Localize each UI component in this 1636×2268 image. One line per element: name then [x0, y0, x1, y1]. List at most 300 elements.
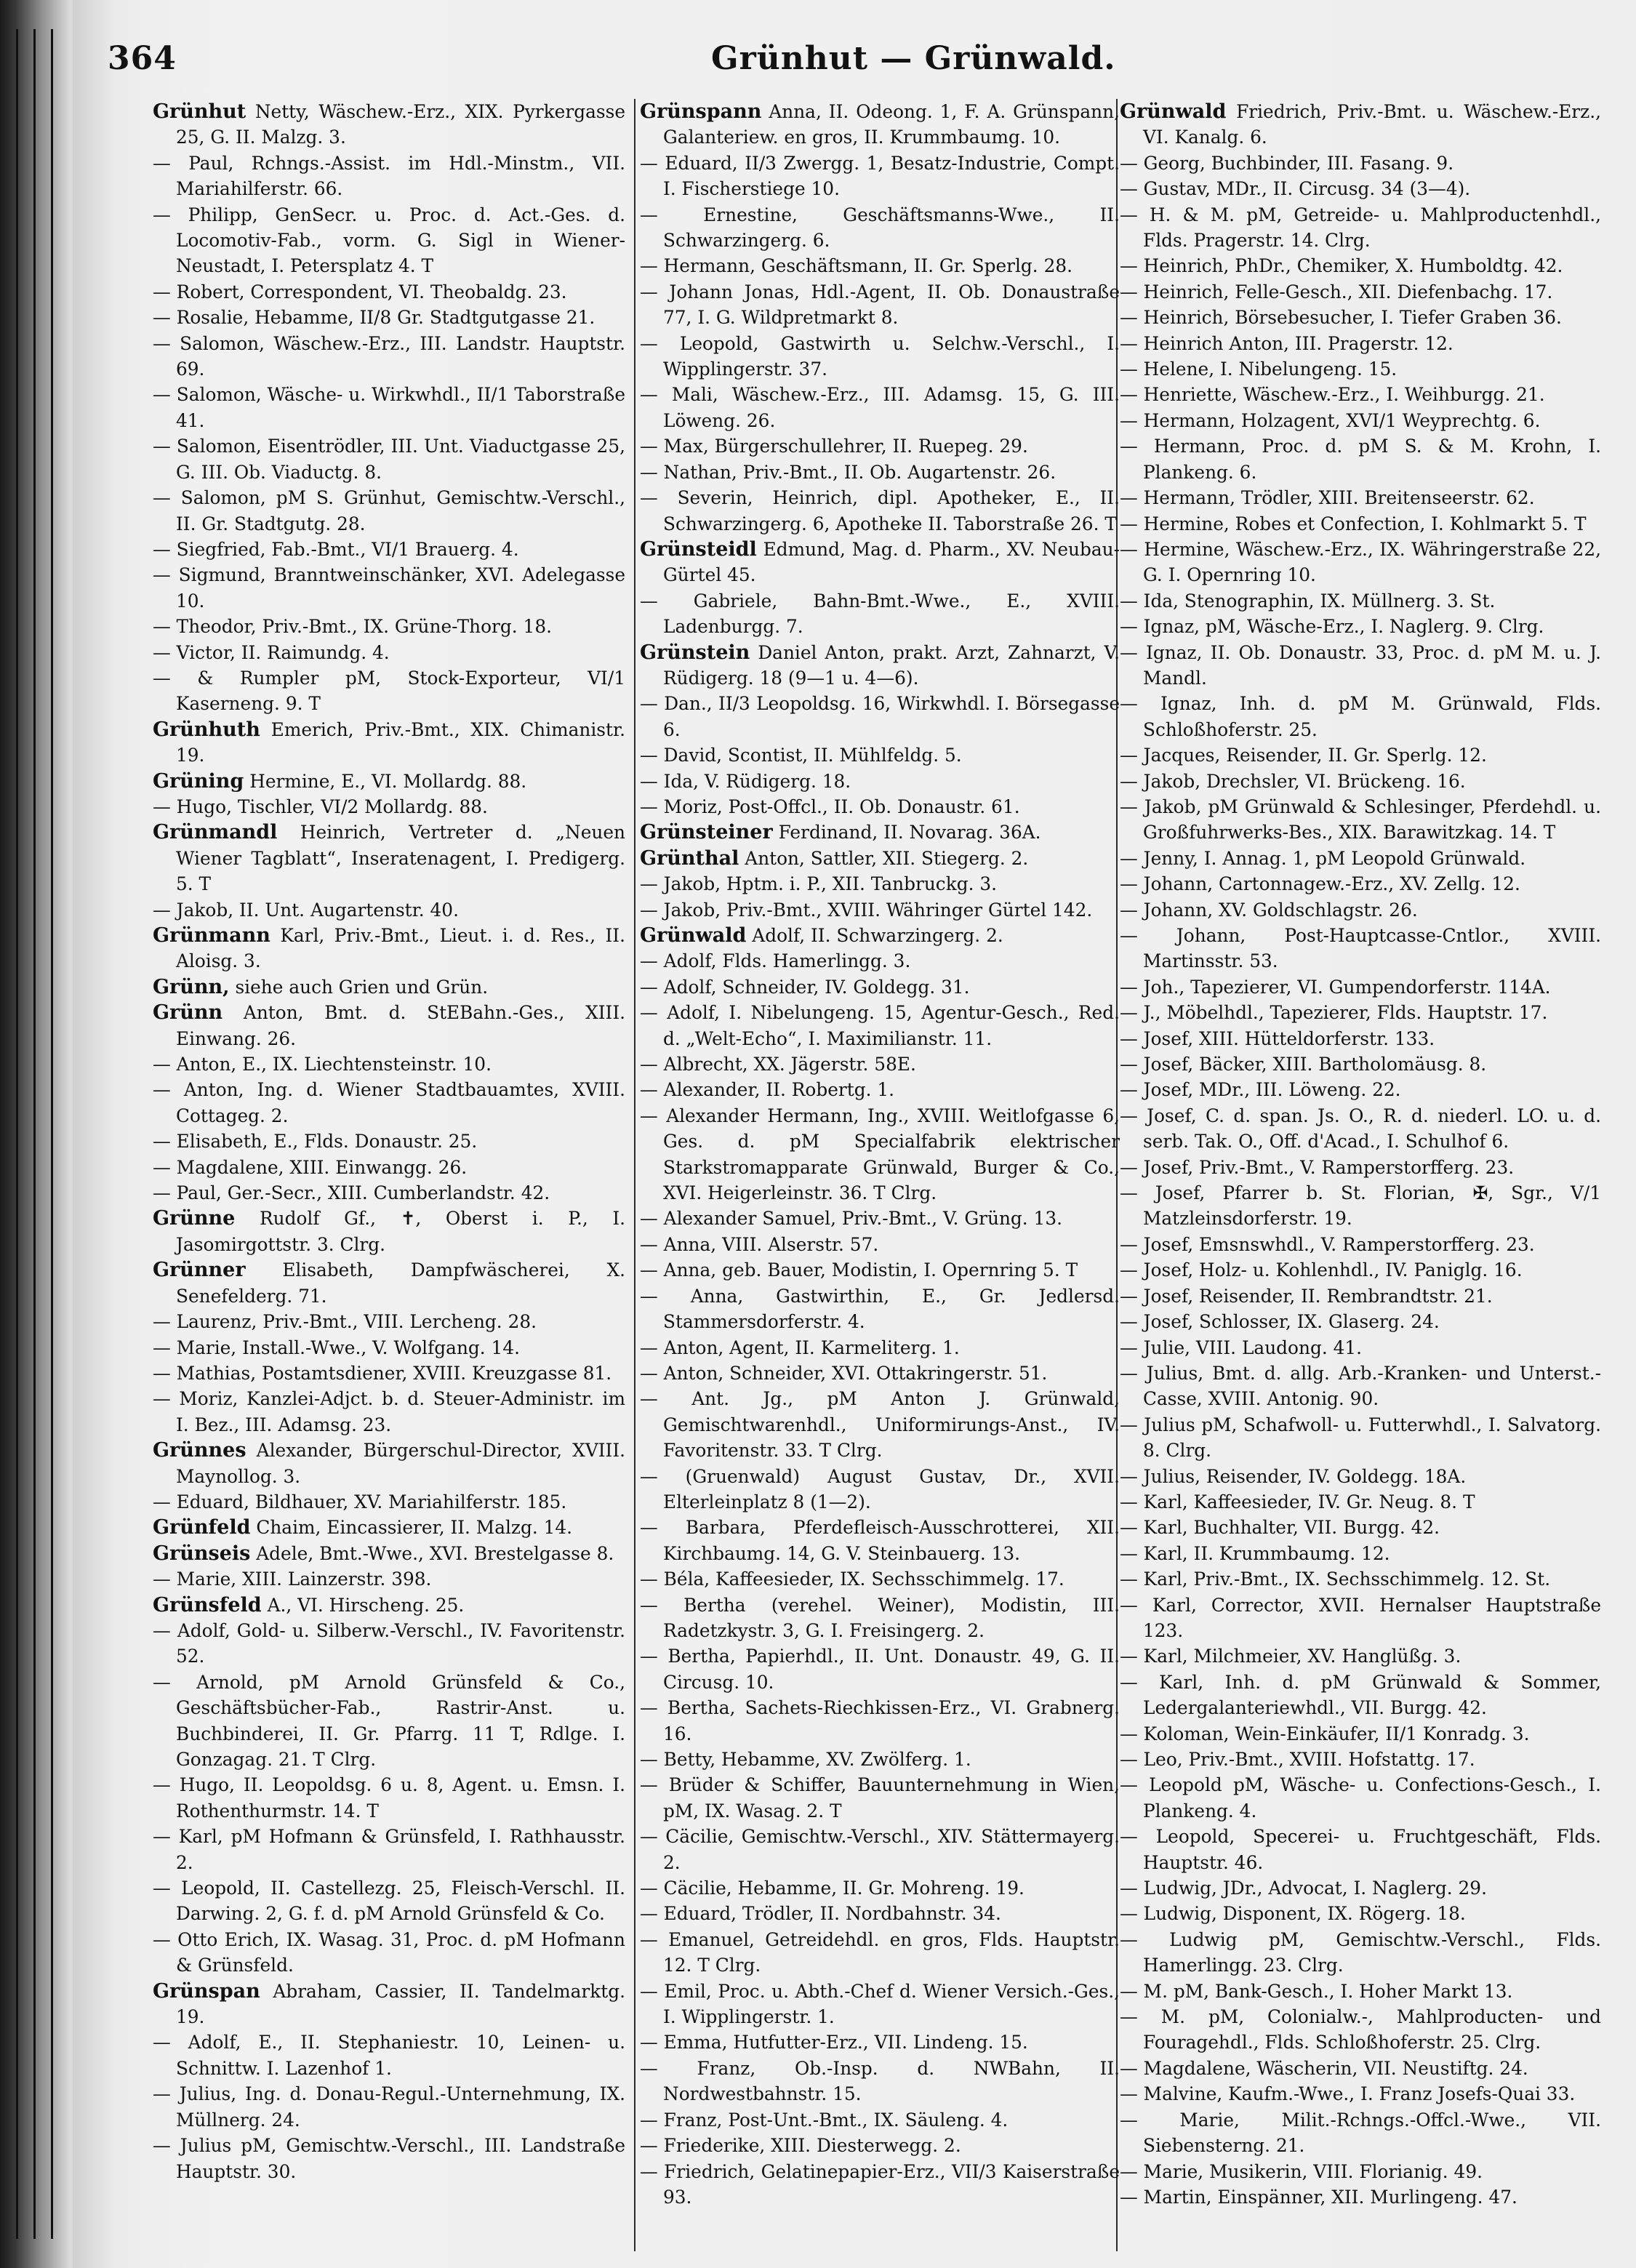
directory-entry: [1120, 1283, 1601, 1309]
directory-entry: [1120, 1051, 1601, 1077]
directory-entry: [153, 1309, 625, 1334]
entry-text: — Ida, Stenographin, IX. Müllnerg. 3. St.: [1120, 590, 1496, 612]
directory-entry: [1120, 1232, 1601, 1257]
entry-text: — & Rumpler pM, Stock-Exporteur, VI/1 Kaserneng. 9. T: [153, 667, 625, 715]
entry-text: — Gabriele, Bahn-Bmt.-Wwe., E., XVIII. Ladenburgg. 7.: [640, 590, 1120, 638]
directory-entry: [1120, 1000, 1601, 1025]
directory-entry: [153, 717, 625, 769]
directory-entry: [640, 1901, 1120, 1926]
entry-text: — Hugo, Tischler, VI/2 Mollardg. 88.: [153, 796, 488, 817]
entry-text: — Josef, MDr., III. Löweng. 22.: [1120, 1079, 1401, 1101]
entry-text: — Laurenz, Priv.-Bmt., VIII. Lercheng. 28.: [153, 1311, 537, 1333]
entry-text: Hermine, E., VI. Mollardg. 88.: [244, 770, 527, 792]
entry-text: — Karl, Priv.-Bmt., IX. Sechsschimmelg. 12. St.: [1120, 1568, 1551, 1590]
entry-text: — Eduard, Bildhauer, XV. Mariahilferstr. 185.: [153, 1491, 567, 1512]
entry-text: — Leopold, Specerei- u. Fruchtgeschäft, Flds. Hauptstr. 46.: [1120, 1826, 1601, 1873]
entry-text: — Salomon, Wäschew.-Erz., III. Landstr. Hauptstr. 69.: [153, 332, 625, 380]
entry-text: — Johann Jonas, Hdl.-Agent, II. Ob. Donaustraße 77, I. G. Wildpretmarkt 8.: [640, 281, 1120, 329]
directory-entry: [153, 1257, 625, 1309]
directory-entry: [640, 1772, 1120, 1824]
entry-text: — M. pM, Colonialw.-, Mahlproducten- und Fouragehdl., Flds. Schloßhoferstr. 25. Clrg.: [1120, 2006, 1601, 2053]
entry-text: — H. & M. pM, Getreide- u. Mahlproductenhdl., Flds. Pragerstr. 14. Clrg.: [1120, 204, 1601, 252]
directory-entry: [153, 99, 625, 151]
directory-entry: [153, 640, 625, 665]
entry-text: — Karl, pM Hofmann & Grünsfeld, I. Rathhausstr. 2.: [153, 1826, 625, 1873]
entry-surname: Grünfeld: [153, 1516, 251, 1539]
directory-entry: [1120, 1155, 1601, 1180]
directory-entry: [1120, 2107, 1601, 2159]
directory-entry: [1120, 433, 1601, 485]
directory-entry: [640, 1875, 1120, 1901]
entry-text: — Siegfried, Fab.-Bmt., VI/1 Brauerg. 4.: [153, 538, 519, 560]
directory-entry: [1120, 742, 1601, 768]
directory-entry: [640, 2133, 1120, 2158]
directory-entry: [640, 588, 1120, 640]
entry-text: — Marie, XIII. Lainzerstr. 398.: [153, 1568, 432, 1590]
entry-text: Adele, Bmt.-Wwe., XVI. Brestelgasse 8.: [250, 1542, 614, 1564]
entry-surname: Grüning: [153, 769, 244, 793]
entry-text: — Moriz, Kanzlei-Adjct. b. d. Steuer-Administr. im I. Bez., III. Adamsg. 23.: [153, 1388, 625, 1435]
entry-surname: Grünnes: [153, 1439, 246, 1462]
directory-entry: [640, 1283, 1120, 1335]
entry-text: — Hermine, Robes et Confection, I. Kohlmarkt 5. T: [1120, 513, 1587, 534]
directory-entry: [640, 1051, 1120, 1077]
entry-text: — Jakob, pM Grünwald & Schlesinger, Pferdehdl. u. Großfuhrwerks-Bes., XIX. Barawitzkag. 14. T: [1120, 796, 1601, 844]
directory-entry: [640, 460, 1120, 485]
directory-entry: [640, 871, 1120, 897]
entry-surname: Grünhuth: [153, 718, 260, 741]
entry-text: — Ida, V. Rüdigerg. 18.: [640, 770, 851, 792]
directory-entry: [1120, 253, 1601, 279]
directory-entry: [640, 974, 1120, 1000]
page-number: 364: [108, 40, 177, 77]
entry-text: — Salomon, Eisentrödler, III. Unt. Viaductgasse 25, G. III. Ob. Viaductg. 8.: [153, 436, 625, 483]
directory-entry: [1120, 1257, 1601, 1283]
entry-text: — Hermann, Holzagent, XVI/1 Weyprechtg. 6.: [1120, 409, 1541, 431]
entry-text: — Severin, Heinrich, dipl. Apotheker, E., II. Schwarzingerg. 6, Apotheke II. Taborstraße 26. T: [640, 487, 1120, 534]
directory-entry: [640, 1592, 1120, 1644]
directory-entry: [1120, 1670, 1601, 1721]
directory-entry: [640, 1566, 1120, 1592]
directory-entry: [1120, 1747, 1601, 1772]
directory-entry: [1120, 588, 1601, 614]
entry-text: — Franz, Ob.-Insp. d. NWBahn, II. Nordwestbahnstr. 15.: [640, 2057, 1120, 2105]
entry-text: — Ludwig, Disponent, IX. Rögerg. 18.: [1120, 1903, 1466, 1925]
entry-text: — Victor, II. Raimundg. 4.: [153, 641, 390, 663]
directory-entry: [153, 769, 625, 794]
directory-entry: [153, 202, 625, 279]
directory-entry: [640, 1077, 1120, 1102]
directory-entry: [640, 691, 1120, 742]
directory-entry: [640, 2056, 1120, 2107]
entry-text: — Malvine, Kaufm.-Wwe., I. Franz Josefs-Quai 33.: [1120, 2083, 1576, 2105]
directory-entry: [1120, 614, 1601, 639]
directory-entry: [640, 923, 1120, 948]
entry-text: — (Gruenwald) August Gustav, Dr., XVII. Elterleinplatz 8 (1—2).: [640, 1465, 1120, 1512]
entry-text: — Friederike, XIII. Diesterwegg. 2.: [640, 2135, 961, 2157]
directory-entry: [1120, 382, 1601, 407]
directory-entry: [640, 1103, 1120, 1206]
directory-entry: [1120, 176, 1601, 201]
entry-text: — Karl, Milchmeier, XV. Hanglüßg. 3.: [1120, 1646, 1461, 1667]
entry-text: — Johann, XV. Goldschlagstr. 26.: [1120, 899, 1418, 921]
entry-text: — Adolf, E., II. Stephaniestr. 10, Leinen- u. Schnittw. I. Lazenhof 1.: [153, 2032, 625, 2079]
directory-entry: [640, 1824, 1120, 1875]
directory-entry: [153, 433, 625, 485]
entry-text: — Josef, Priv.-Bmt., V. Ramperstorfferg. 23.: [1120, 1156, 1515, 1178]
entry-text: — Arnold, pM Arnold Grünsfeld & Co., Geschäftsbücher-Fab., Rastrir-Anst. u. Buchbinderei, II. Gr. Pfarrg. 11 T, Rdlge. I. Gonzagag. 21. T Clrg.: [153, 1671, 625, 1770]
directory-entry: [640, 1464, 1120, 1515]
entry-text: Alexander, Bürgerschul-Director, XVIII. Maynollog. 3.: [176, 1440, 625, 1487]
entry-text: — Jakob, II. Unt. Augartenstr. 40.: [153, 899, 459, 921]
directory-entry: [1120, 356, 1601, 382]
entry-text: — Ignaz, Inh. d. pM M. Grünwald, Flds. Schloßhoferstr. 25.: [1120, 693, 1601, 740]
entry-text: — Béla, Kaffeesieder, IX. Sechsschimmelg. 17.: [640, 1568, 1064, 1590]
directory-entry: [640, 742, 1120, 768]
entry-text: — Emil, Proc. u. Abth.-Chef d. Wiener Versich.-Ges., I. Wipplingerstr. 1.: [640, 1980, 1120, 2028]
entry-text: — Jenny, I. Annag. 1, pM Leopold Grünwald.: [1120, 847, 1526, 869]
entry-surname: Grünne: [153, 1207, 236, 1230]
entry-text: Anna, II. Odeong. 1, F. A. Grünspann, Galanteriew. en gros, II. Krummbaumg. 10.: [663, 101, 1120, 148]
entry-text: — Adolf, Flds. Hamerlingg. 3.: [640, 950, 911, 972]
directory-entry: [153, 1927, 625, 1979]
entry-text: — Ignaz, pM, Wäsche-Erz., I. Naglerg. 9. Clrg.: [1120, 616, 1544, 638]
directory-entry: [153, 1180, 625, 1206]
entry-surname: Grünmandl: [153, 821, 278, 844]
entry-text: — Marie, Install.-Wwe., V. Wolfgang. 14.: [153, 1337, 520, 1358]
directory-entry: [1120, 2081, 1601, 2107]
directory-entry: [640, 253, 1120, 279]
entry-text: — Robert, Correspondent, VI. Theobaldg. 23.: [153, 281, 567, 302]
entry-text: — Gustav, MDr., II. Circusg. 34 (3—4).: [1120, 178, 1471, 200]
entry-text: — Marie, Musikerin, VIII. Florianig. 49.: [1120, 2160, 1483, 2182]
directory-entry: [1120, 99, 1601, 151]
entry-text: — Magdalene, Wäscherin, VII. Neustiftg. 24.: [1120, 2057, 1528, 2079]
directory-entry: [1120, 1927, 1601, 1979]
entry-surname: Grünsteiner: [640, 821, 773, 844]
directory-entry: [1120, 1721, 1601, 1747]
directory-entry: [1120, 1541, 1601, 1566]
entry-text: Emerich, Priv.-Bmt., XIX. Chimanistr. 19.: [176, 718, 625, 766]
directory-entry: [153, 1566, 625, 1592]
directory-entry: [640, 794, 1120, 820]
entry-surname: Grünthal: [640, 846, 739, 870]
entry-text: — Karl, Kaffeesieder, IV. Gr. Neug. 8. T: [1120, 1491, 1475, 1512]
entry-text: — Josef, Reisender, II. Rembrandtstr. 21.: [1120, 1285, 1493, 1307]
entry-text: Daniel Anton, prakt. Arzt, Zahnarzt, V. Rüdigerg. 18 (9—1 u. 4—6).: [663, 641, 1120, 689]
directory-entry: [640, 1361, 1120, 1386]
entry-text: — Emanuel, Getreidehdl. en gros, Flds. Hauptstr. 12. T Clrg.: [640, 1928, 1120, 1976]
directory-entry: [1120, 2184, 1601, 2210]
entry-surname: Grünseis: [153, 1542, 251, 1565]
directory-entry: [1120, 485, 1601, 510]
directory-entry: [1120, 794, 1601, 846]
entry-text: — Johann, Post-Hauptcasse-Cntlor., XVIII. Martinsstr. 53.: [1120, 925, 1601, 972]
directory-entry: [1120, 691, 1601, 742]
directory-entry: [153, 2133, 625, 2184]
directory-entry: [153, 1000, 625, 1051]
entry-text: — Paul, Rchngs.-Assist. im Hdl.-Minstm., VII. Mariahilferstr. 66.: [153, 152, 625, 200]
entry-text: — Hermann, Trödler, XIII. Breitenseerstr. 62.: [1120, 487, 1535, 509]
entry-text: — Barbara, Pferdefleisch-Ausschrotterei, XII. Kirchbaumg. 14, G. V. Steinbauerg. 13.: [640, 1517, 1120, 1564]
directory-entry: [153, 1515, 625, 1540]
entry-text: Chaim, Eincassierer, II. Malzg. 14.: [250, 1517, 573, 1539]
directory-entry: [1120, 1077, 1601, 1102]
entry-text: Adolf, II. Schwarzingerg. 2.: [746, 925, 1003, 946]
entry-text: — Otto Erich, IX. Wasag. 31, Proc. d. pM Hofmann & Grünsfeld.: [153, 1928, 625, 1976]
directory-entry: [1120, 974, 1601, 1000]
entry-text: — Josef, Holz- u. Kohlenhdl., IV. Paniglg. 16.: [1120, 1259, 1523, 1281]
entry-text: — Paul, Ger.-Secr., XIII. Cumberlandstr. 42.: [153, 1182, 550, 1204]
directory-entry: [1120, 279, 1601, 305]
entry-text: — Albrecht, XX. Jägerstr. 58E.: [640, 1054, 916, 1075]
directory-entry: [1120, 1772, 1601, 1824]
entry-text: — Hermine, Wäschew.-Erz., IX. Währingerstraße 22, G. I. Opernring 10.: [1120, 538, 1601, 586]
directory-entry: [153, 1438, 625, 1489]
entry-text: — Anton, Schneider, XVI. Ottakringerstr. 51.: [640, 1362, 1048, 1384]
entry-text: — Ant. Jg., pM Anton J. Grünwald, Gemischtwarenhdl., Uniformirungs-Anst., IV. Favoritenstr. 33. T Clrg.: [640, 1388, 1120, 1462]
directory-entry: [1120, 1412, 1601, 1464]
directory-entry: [1120, 331, 1601, 356]
entry-text: — Josef, C. d. span. Js. O., R. d. niederl. LO. u. d. serb. Tak. O., Off. d'Acad., I. Schulhof 6.: [1120, 1105, 1601, 1153]
entry-text: — Anton, Agent, II. Karmeliterg. 1.: [640, 1337, 960, 1358]
entry-text: — Magdalene, XIII. Einwangg. 26.: [153, 1156, 468, 1178]
directory-entry: [1120, 202, 1601, 254]
entry-surname: Grünsfeld: [153, 1593, 262, 1616]
entry-text: — Hermann, Geschäftsmann, II. Gr. Sperlg. 28.: [640, 255, 1073, 277]
directory-entry: [153, 1618, 625, 1670]
directory-entry: [153, 1772, 625, 1824]
directory-entry: [1120, 2004, 1601, 2056]
entry-text: — Anna, Gastwirthin, E., Gr. Jedlersd. Stammersdorferstr. 4.: [640, 1285, 1120, 1333]
directory-column-3: [1120, 99, 1601, 2251]
directory-entry: [1120, 305, 1601, 330]
directory-entry: [640, 382, 1120, 433]
entry-text: — M. pM, Bank-Gesch., I. Hoher Markt 13.: [1120, 1980, 1513, 2002]
entry-text: — Anna, geb. Bauer, Modistin, I. Opernring 5. T: [640, 1259, 1078, 1281]
entry-text: Karl, Priv.-Bmt., Lieut. i. d. Res., II. Aloisg. 3.: [176, 925, 625, 972]
directory-entry: [153, 1155, 625, 1180]
directory-entry: [153, 974, 625, 1000]
entry-surname: Grünmann: [153, 924, 270, 947]
entry-text: — Alexander Hermann, Ing., XVIII. Weitlofgasse 6, Ges. d. pM Specialfabrik elektrischer Starkstromapparate Grünwald, Burger & Co., XVI. Heigerleinstr. 36. T Clrg.: [640, 1105, 1120, 1204]
directory-entry: [153, 1592, 625, 1618]
entry-surname: Grünsteidl: [640, 537, 757, 561]
directory-entry: [640, 1747, 1120, 1772]
directory-entry: [1120, 1180, 1601, 1232]
directory-entry: [153, 1875, 625, 1927]
entry-text: Anton, Sattler, XII. Stiegerg. 2.: [739, 847, 1029, 869]
entry-text: — Leopold, II. Castellezg. 25, Fleisch-Verschl. II. Darwing. 2, G. f. d. pM Arnold Grünsfeld & Co.: [153, 1878, 625, 1925]
entry-text: Friedrich, Priv.-Bmt. u. Wäschew.-Erz., VI. Kanalg. 6.: [1143, 101, 1601, 148]
directory-entry: [153, 537, 625, 562]
entry-text: — Philipp, GenSecr. u. Proc. d. Act.-Ges. d. Locomotiv-Fab., vorm. G. Sigl in Wiener-Neustadt, I. Petersplatz 4. T: [153, 204, 625, 277]
entry-text: Heinrich, Vertreter d. „Neuen Wiener Tagblatt“, Inseratenagent, I. Predigerg. 5. T: [176, 822, 625, 895]
directory-entry: [640, 1643, 1120, 1695]
directory-entry: [640, 1927, 1120, 1979]
entry-text: — Julius, Ing. d. Donau-Regul.-Unternehmung, IX. Müllnerg. 24.: [153, 2083, 625, 2131]
directory-entry: [640, 948, 1120, 974]
directory-entry: [153, 305, 625, 330]
entry-text: Edmund, Mag. d. Pharm., XV. Neubau-Gürtel 45.: [663, 538, 1120, 586]
entry-text: — Ludwig, JDr., Advocat, I. Naglerg. 29.: [1120, 1878, 1487, 1899]
directory-entry: [640, 151, 1120, 202]
directory-entry: [640, 897, 1120, 923]
entry-text: — Anna, VIII. Alserstr. 57.: [640, 1233, 879, 1255]
directory-entry: [153, 1361, 625, 1386]
directory-entry: [1120, 1103, 1601, 1155]
entry-surname: Grünn: [153, 1001, 223, 1025]
directory-entry: [1120, 2159, 1601, 2184]
directory-entry: [153, 2081, 625, 2133]
entry-text: — Mali, Wäschew.-Erz., III. Adamsg. 15, G. III. Löweng. 26.: [640, 384, 1120, 431]
directory-entry: [153, 1206, 625, 1257]
directory-entry: [640, 331, 1120, 382]
entry-text: — Anton, E., IX. Liechtensteinstr. 10.: [153, 1054, 492, 1075]
entry-text: — Theodor, Priv.-Bmt., IX. Grüne-Thorg. 18.: [153, 616, 552, 638]
directory-entry: [640, 2107, 1120, 2133]
directory-entry: [153, 820, 625, 897]
entry-text: — Martin, Einspänner, XII. Murlingeng. 47.: [1120, 2186, 1517, 2208]
entry-text: — Josef, Pfarrer b. St. Florian, ✠, Sgr., V/1 Matzleinsdorferstr. 19.: [1120, 1182, 1601, 1230]
entry-text: — David, Scontist, II. Mühlfeldg. 5.: [640, 745, 962, 766]
entry-text: — Karl, Corrector, XVII. Hernalser Hauptstraße 123.: [1120, 1594, 1601, 1641]
directory-entry: [153, 151, 625, 202]
entry-text: — Heinrich, Felle-Gesch., XII. Diefenbachg. 17.: [1120, 281, 1553, 302]
directory-entry: [153, 1670, 625, 1773]
entry-text: — Heinrich, Börsebesucher, I. Tiefer Graben 36.: [1120, 307, 1562, 329]
entry-text: — Karl, Buchhalter, VII. Burgg. 42.: [1120, 1517, 1440, 1539]
entry-text: — Bertha, Papierhdl., II. Unt. Donaustr. 49, G. II. Circusg. 10.: [640, 1646, 1120, 1693]
directory-entry: [1120, 640, 1601, 692]
directory-entry: [153, 923, 625, 974]
directory-entry: [640, 769, 1120, 794]
directory-entry: [1120, 923, 1601, 974]
entry-text: — Helene, I. Nibelungeng. 15.: [1120, 358, 1398, 380]
entry-text: — Max, Bürgerschullehrer, II. Ruepeg. 29.: [640, 436, 1028, 457]
entry-text: Anton, Bmt. d. StEBahn.-Ges., XIII. Einwang. 26.: [176, 1002, 625, 1049]
directory-entry: [153, 1489, 625, 1515]
entry-text: — Moriz, Post-Offcl., II. Ob. Donaustr. 61.: [640, 796, 1020, 817]
entry-surname: Grünn,: [153, 975, 230, 998]
entry-text: — Cäcilie, Hebamme, II. Gr. Mohreng. 19.: [640, 1878, 1024, 1899]
directory-entry: [1120, 1643, 1601, 1669]
entry-text: — Josef, Bäcker, XIII. Bartholomäusg. 8.: [1120, 1054, 1487, 1075]
directory-entry: [1120, 1979, 1601, 2004]
entry-text: — Ernestine, Geschäftsmanns-Wwe., II. Schwarzingerg. 6.: [640, 204, 1120, 252]
directory-entry: [640, 1257, 1120, 1283]
entry-text: — Sigmund, Branntweinschänker, XVI. Adelegasse 10.: [153, 564, 625, 612]
directory-entry: [153, 794, 625, 820]
directory-entry: [1120, 1515, 1601, 1540]
directory-entry: [1120, 1824, 1601, 1875]
directory-entry: [640, 2159, 1120, 2211]
directory-entry: [640, 1979, 1120, 2030]
entry-text: — Hugo, II. Leopoldsg. 6 u. 8, Agent. u. Emsn. I. Rothenthurmstr. 14. T: [153, 1774, 625, 1822]
directory-entry: [640, 537, 1120, 588]
entry-text: — Josef, Emsnswhdl., V. Ramperstorfferg. 23.: [1120, 1233, 1535, 1255]
directory-entry: [1120, 1309, 1601, 1334]
directory-entry: [640, 279, 1120, 331]
entry-text: siehe auch Grien und Grün.: [229, 976, 489, 998]
directory-entry: [640, 1232, 1120, 1257]
entry-text: Ferdinand, II. Novarag. 36A.: [772, 822, 1041, 844]
entry-text: — Julius pM, Gemischtw.-Verschl., III. Landstraße Hauptstr. 30.: [153, 2135, 625, 2182]
entry-text: — Rosalie, Hebamme, II/8 Gr. Stadtgutgasse 21.: [153, 307, 596, 329]
entry-text: — Ignaz, II. Ob. Donaustr. 33, Proc. d. pM M. u. J. Mandl.: [1120, 641, 1601, 689]
directory-entry: [1120, 897, 1601, 923]
entry-text: — Julius, Bmt. d. allg. Arb.-Kranken- und Unterst.-Casse, XVIII. Antonig. 90.: [1120, 1362, 1601, 1410]
directory-entry: [1120, 846, 1601, 871]
entry-surname: Grünner: [153, 1259, 246, 1282]
directory-entry: [153, 1541, 625, 1566]
directory-entry: [153, 1386, 625, 1438]
page-header: [108, 40, 1598, 98]
directory-column-1: [153, 99, 625, 2251]
directory-entry: [640, 820, 1120, 845]
directory-entry: [1120, 537, 1601, 588]
entry-text: — Friedrich, Gelatinepapier-Erz., VII/3 Kaiserstraße 93.: [640, 2160, 1120, 2208]
column-divider: [634, 99, 635, 2251]
directory-entry: [1120, 511, 1601, 537]
entry-text: — Jakob, Drechsler, VI. Brückeng. 16.: [1120, 770, 1466, 792]
entry-text: — J., Möbelhdl., Tapezierer, Flds. Hauptstr. 17.: [1120, 1002, 1548, 1024]
directory-entry: [640, 1000, 1120, 1051]
entry-text: — Georg, Buchbinder, III. Fasang. 9.: [1120, 152, 1454, 174]
entry-text: — Alexander, II. Robertg. 1.: [640, 1079, 894, 1101]
entry-text: — Eduard, II/3 Zwergg. 1, Besatz-Industrie, Compt. I. Fischerstiege 10.: [640, 152, 1120, 200]
directory-entry: [153, 1335, 625, 1361]
entry-text: — Leopold pM, Wäsche- u. Confections-Gesch., I. Plankeng. 4.: [1120, 1774, 1601, 1822]
entry-text: — Franz, Post-Unt.-Bmt., IX. Säuleng. 4.: [640, 2109, 1009, 2131]
entry-text: — Leopold, Gastwirth u. Selchw.-Verschl., I. Wipplingerstr. 37.: [640, 332, 1120, 380]
directory-column-2: [640, 99, 1120, 2251]
directory-entry: [153, 279, 625, 305]
directory-entry: [153, 897, 625, 923]
entry-text: — Heinrich, PhDr., Chemiker, X. Humboldtg. 42.: [1120, 255, 1563, 277]
directory-entry: [640, 485, 1120, 537]
entry-text: — Anton, Ing. d. Wiener Stadtbauamtes, XVIII. Cottageg. 2.: [153, 1079, 625, 1126]
entry-text: — Dan., II/3 Leopoldsg. 16, Wirkwhdl. I. Börsegasse 6.: [640, 693, 1120, 740]
directory-entry: [153, 1077, 625, 1129]
directory-entry: [153, 331, 625, 382]
directory-entry: [153, 1979, 625, 2030]
entry-text: — Emma, Hutfutter-Erz., VII. Lindeng. 15.: [640, 2032, 1028, 2053]
entry-surname: Grünhut: [153, 100, 246, 123]
entry-text: — Eduard, Trödler, II. Nordbahnstr. 34.: [640, 1903, 1001, 1925]
directory-entry: [640, 846, 1120, 871]
entry-text: — Heinrich Anton, III. Pragerstr. 12.: [1120, 332, 1453, 354]
entry-text: — Karl, II. Krummbaumg. 12.: [1120, 1542, 1390, 1564]
directory-entry: [1120, 1026, 1601, 1051]
directory-entry: [1120, 1901, 1601, 1926]
directory-entry: [640, 1206, 1120, 1231]
directory-entry: [153, 562, 625, 614]
directory-entry: [1120, 871, 1601, 897]
entry-text: — Alexander Samuel, Priv.-Bmt., V. Grüng. 13.: [640, 1208, 1062, 1230]
entry-text: — Elisabeth, E., Flds. Donaustr. 25.: [153, 1131, 478, 1153]
entry-text: — Julius, Reisender, IV. Goldegg. 18A.: [1120, 1465, 1467, 1487]
directory-entry: [153, 485, 625, 537]
directory-entry: [153, 382, 625, 433]
entry-text: — Josef, XIII. Hütteldorferstr. 133.: [1120, 1027, 1435, 1049]
entry-text: — Mathias, Postamtsdiener, XVIII. Kreuzgasse 81.: [153, 1362, 612, 1384]
entry-text: — Adolf, Gold- u. Silberw.-Verschl., IV. Favoritenstr. 52.: [153, 1619, 625, 1667]
directory-entry: [640, 1386, 1120, 1463]
book-binding-edge: [0, 0, 69, 2268]
directory-entry: [1120, 769, 1601, 794]
directory-entry: [153, 1051, 625, 1077]
